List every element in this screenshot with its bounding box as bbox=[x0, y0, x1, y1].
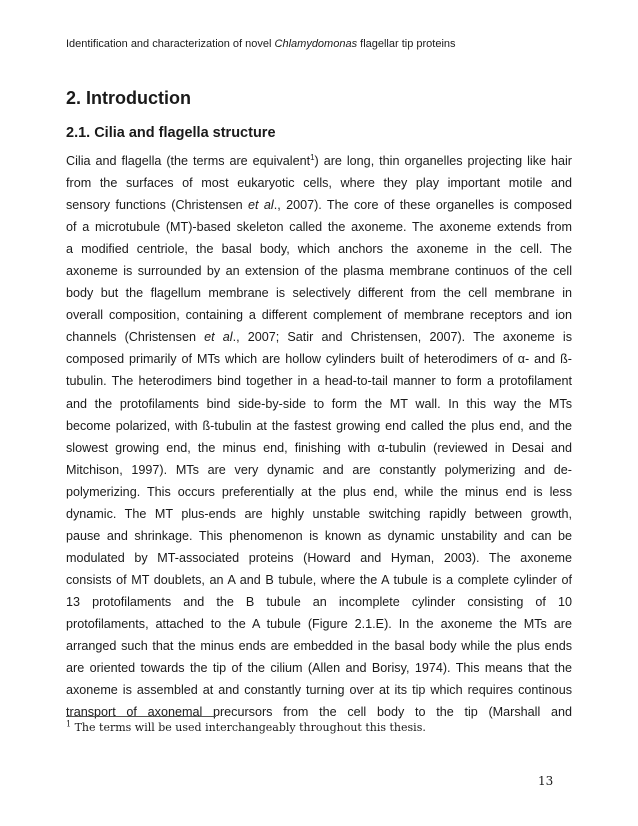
footnote bbox=[66, 721, 426, 734]
text-line: tubulin. The heterodimers bind together in a head-to-tail manner to form a protofilament bbox=[66, 374, 572, 389]
text-line: modulated by MT-associated proteins (Howard and Hyman, 2003). The axoneme bbox=[66, 550, 572, 565]
text-line: composed primarily of MTs which are hollow cylinders built of heterodimers of α- and ß- bbox=[66, 352, 572, 367]
text-line: Mitchison, 1997). MTs are very dynamic and are constantly polymerizing and de- bbox=[66, 462, 572, 477]
header-text-end: flagellar tip proteins bbox=[357, 38, 456, 50]
italic-run: et al bbox=[248, 198, 274, 213]
text-run: ., 2007; Satir and Christensen, 2007). The axoneme is bbox=[232, 330, 572, 345]
text-line: of a microtubule (MT)-based skeleton called the axoneme. The axoneme extends from bbox=[66, 220, 572, 235]
text-line: overall composition, containing a different complement of membrane receptors and ion bbox=[66, 308, 572, 323]
running-header bbox=[66, 38, 456, 50]
text-line: a modified centriole, the basal body, which anchors the axoneme in the cell. The bbox=[66, 242, 572, 257]
footnote-marker: 1 bbox=[66, 719, 72, 729]
header-text-start: Identification and characterization of novel bbox=[66, 38, 275, 50]
text-line bbox=[66, 326, 572, 348]
text-run: channels (Christensen bbox=[66, 330, 205, 345]
text-run: ., 2007). The core of these organelles is composed bbox=[273, 198, 572, 213]
text-line: polymerizing. This occurs preferentially at the plus end, while the minus end is less bbox=[66, 484, 572, 499]
text-line: dynamic. The MT plus-ends are highly unstable switching rapidly between growth, bbox=[66, 506, 572, 521]
text-line bbox=[66, 194, 572, 216]
text-line: protofilaments, attached to the A tubule (Figure 2.1.E). In the axoneme the MTs are bbox=[66, 616, 572, 631]
section-title: 2. Introduction bbox=[66, 88, 191, 108]
italic-run: et al bbox=[204, 330, 233, 345]
text-line bbox=[66, 150, 572, 172]
text-line: 13 protofilaments and the B tubule an incomplete cylinder consisting of 10 bbox=[66, 594, 572, 609]
text-line: transport of axonemal precursors from the cell body to the tip (Marshall and bbox=[66, 705, 572, 720]
text-line: from the surfaces of most eukaryotic cells, where they play important motile and bbox=[66, 176, 572, 191]
text-line: become polarized, with ß-tubulin at the fastest growing end called the plus end, and the bbox=[66, 418, 572, 433]
text-line: arranged such that the minus ends are embedded in the basal body while the plus ends bbox=[66, 639, 572, 654]
text-line: axoneme is assembled at and constantly turning over at its tip which requires continous bbox=[66, 683, 572, 698]
text-line: are oriented towards the tip of the cilium (Allen and Borisy, 1974). This means that the bbox=[66, 661, 572, 676]
header-species-name: Chlamydomonas bbox=[274, 38, 358, 50]
subsection-title: 2.1. Cilia and flagella structure bbox=[66, 125, 276, 141]
footnote-text: The terms will be used interchangeably throughout this thesis. bbox=[71, 721, 426, 734]
text-line: pause and shrinkage. This phenomenon is known as dynamic unstability and can be bbox=[66, 528, 572, 543]
text-run: sensory functions (Christensen bbox=[66, 198, 249, 213]
text-line: body but the flagellum membrane is selectively different from the cell membrane in bbox=[66, 286, 572, 301]
body-paragraph bbox=[66, 150, 572, 723]
text-run: ) are long, thin organelles projecting like hair bbox=[314, 154, 572, 168]
footnote-divider bbox=[66, 716, 216, 717]
footnote-reference: 1 bbox=[310, 152, 315, 162]
text-line: axoneme is surrounded by an extension of the plasma membrane continuos of the cell bbox=[66, 264, 572, 279]
page-number: 13 bbox=[538, 774, 554, 788]
text-run: Cilia and flagella (the terms are equivalent bbox=[66, 154, 311, 168]
text-line: slowest growing end, the minus end, finishing with α-tubulin (reviewed in Desai and bbox=[66, 440, 572, 455]
text-line: consists of MT doublets, an A and B tubule, where the A tubule is a complete cylinder of bbox=[66, 572, 572, 587]
text-line: and the protofilaments bind side-by-side to form the MT wall. In this way the MTs bbox=[66, 396, 572, 411]
